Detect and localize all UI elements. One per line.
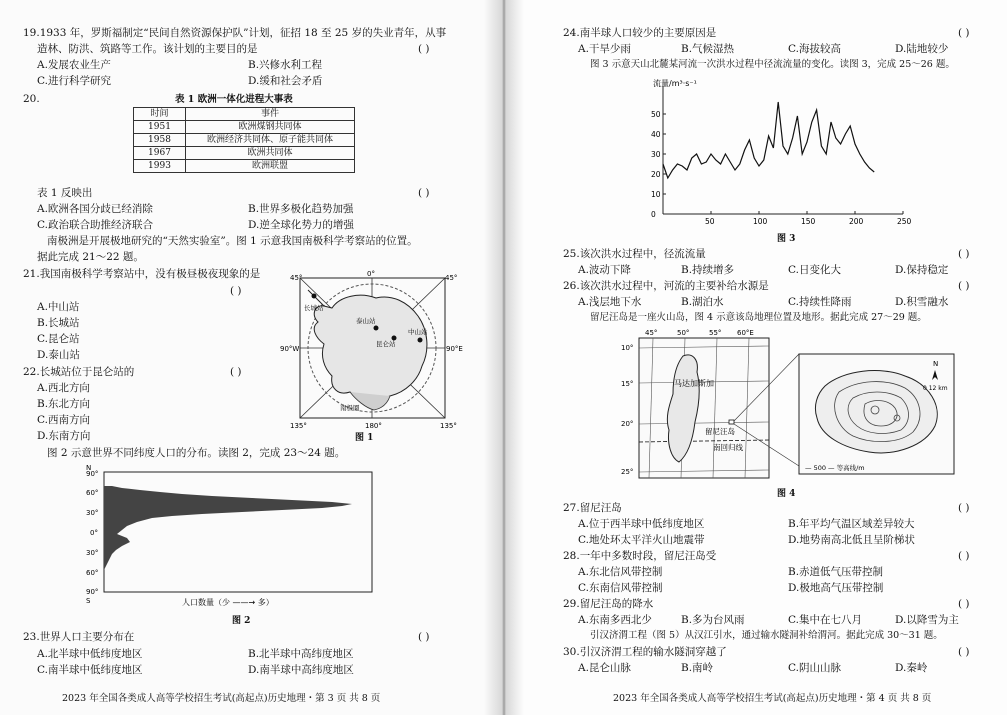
q19-stem-line1: 19.1933 年，罗斯福制定“民间自然资源保护队”计划，征招 18 至 25 岁的失业青年，从事 <box>23 27 447 39</box>
page3-footer: 2023 年全国各类成人高等学校招生考试(高起点)历史地理・第 3 页 共 8 页 <box>62 693 381 704</box>
table-row <box>134 121 355 134</box>
q22-stem: 22.长城站位于昆仑站的 <box>23 366 135 378</box>
q23-option-d: D.南半球中高纬度地区 <box>248 664 354 676</box>
fig3-y-tick-label: 10 <box>651 190 661 199</box>
table-row <box>134 160 355 173</box>
q25-answer-paren: ( ) <box>958 248 970 260</box>
q19-answer-paren: ( ) <box>418 43 430 55</box>
intro-21-line1: 南极洲是开展极地研究的“天然实验室”。图 1 示意我国南极科学考察站的位置。 <box>47 235 418 247</box>
intro-25: 图 3 示意天山北麓某河流一次洪水过程中径流流量的变化。读图 3，完成 25～26 题。 <box>590 59 955 70</box>
table-cell-event: 欧洲共同体 <box>186 147 355 160</box>
fig4-lon-55: 55° <box>709 329 722 337</box>
fig4-madagascar-text: 马达加斯加 <box>674 379 714 388</box>
page-right <box>503 0 1007 715</box>
q27-option-c: C.地处环太平洋火山地震带 <box>578 534 705 546</box>
table-cell-event: 欧洲联盟 <box>186 160 355 173</box>
fig4-inset-frame <box>639 338 769 478</box>
q26-option-d: D.积雪融水 <box>895 296 949 308</box>
table-cell-event: 欧洲经济共同体、原子能共同体 <box>186 134 355 147</box>
fig3-caption: 图 3 <box>777 234 796 244</box>
q24-answer-paren: ( ) <box>958 27 970 39</box>
q28-answer-paren: ( ) <box>958 550 970 562</box>
q20-option-c: C.政治联合助推经济联合 <box>37 219 153 231</box>
q29-option-a: A.东南多西北少 <box>578 614 652 626</box>
q24-option-d: D.陆地较少 <box>895 43 949 55</box>
fig4-lon-45: 45° <box>645 329 658 337</box>
fig2-lat-90n: 90° <box>86 470 99 478</box>
fig3-y-tick-label: 20 <box>651 170 661 179</box>
q28-option-c: C.东南信风带控制 <box>578 582 663 594</box>
figure2-population-latitude <box>82 462 382 612</box>
q20-option-b: B.世界多极化趋势加强 <box>248 203 354 215</box>
q30-option-b: B.南岭 <box>681 662 714 674</box>
q21-option-a: A.中山站 <box>37 301 80 313</box>
fig3-y-tick-label: 30 <box>651 150 661 159</box>
fig2-lat-60n: 60° <box>86 489 99 497</box>
q29-option-c: C.集中在七八月 <box>788 614 862 626</box>
figure1-antarctica-map <box>280 268 465 440</box>
fig2-label-s: S <box>86 597 91 605</box>
intro-30: 引汉济渭工程（图 5）从汉江引水，通过输水隧洞补给渭河。据此完成 30～31 题。 <box>590 630 943 641</box>
figure4-reunion-map <box>613 326 963 486</box>
fig1-zhongshan-marker <box>418 338 423 343</box>
q22-option-c: C.西南方向 <box>37 414 90 426</box>
q28-stem: 28.一年中多数时段，留尼汪岛受 <box>563 550 717 562</box>
fig4-lat-10: 10° <box>621 344 634 352</box>
fig3-y-tick-label: 40 <box>651 130 661 139</box>
q27-option-a: A.位于西半球中低纬度地区 <box>578 518 705 530</box>
table-cell-year: 1951 <box>134 121 186 134</box>
fig2-frame <box>104 472 372 592</box>
table-cell-year: 1958 <box>134 134 186 147</box>
fig2-lat-90s: 90° <box>86 588 99 596</box>
q23-option-a: A.北半球中低纬度地区 <box>37 648 143 660</box>
q19-stem-line2: 造林、防洪、筑路等工作。该计划的主要目的是 <box>37 43 258 55</box>
fig2-population-profile <box>104 486 352 570</box>
q27-option-d: D.地势南高北低且呈阶梯状 <box>788 534 915 546</box>
book-gutter <box>484 0 524 715</box>
q20-number: 20. <box>23 93 40 105</box>
q19-option-b: B.兴修水利工程 <box>248 59 323 71</box>
fig4-label-tropic: 南回归线 <box>713 443 743 452</box>
q29-answer-paren: ( ) <box>958 598 970 610</box>
fig3-x-tick-label: 250 <box>897 217 912 226</box>
q25-option-b: B.持续增多 <box>681 264 735 276</box>
fig4-north-label: N <box>933 360 939 368</box>
intro-21-line2: 据此完成 21～22 题。 <box>37 251 144 263</box>
fig2-lat-30s: 30° <box>86 549 99 557</box>
q29-stem: 29.留尼汪岛的降水 <box>563 598 654 610</box>
q30-stem: 30.引汉济渭工程的输水隧洞穿越了 <box>563 646 727 658</box>
q28-option-b: B.赤道低气压带控制 <box>788 566 884 578</box>
q20-answer-paren: ( ) <box>418 187 430 199</box>
q25-stem: 25.该次洪水过程中，径流流量 <box>563 248 706 260</box>
table1 <box>133 107 355 173</box>
fig4-label-reunion: 留尼汪岛 <box>705 427 735 436</box>
q28-option-a: A.东北信风带控制 <box>578 566 663 578</box>
q27-stem: 27.留尼汪岛 <box>563 502 622 514</box>
fig3-y-tick-label: 0 <box>651 210 656 219</box>
q29-option-b: B.多为台风雨 <box>681 614 745 626</box>
fig1-caption: 图 1 <box>355 433 374 443</box>
intro-23: 图 2 示意世界不同纬度人口的分布。读图 2，完成 23～24 题。 <box>47 447 346 459</box>
fig3-x-tick-label: 150 <box>801 217 816 226</box>
q19-option-d: D.缓和社会矛盾 <box>248 75 323 87</box>
q23-stem: 23.世界人口主要分布在 <box>23 631 135 643</box>
q26-option-c: C.持续性降雨 <box>788 296 852 308</box>
fig1-label-90w: 90°W <box>280 345 300 353</box>
q19-option-a: A.发展农业生产 <box>37 59 111 71</box>
q20-option-a: A.欧洲各国分歧已经消除 <box>37 203 153 215</box>
table1-title: 表 1 欧洲一体化进程大事表 <box>175 94 293 105</box>
q26-option-b: B.湖泊水 <box>681 296 724 308</box>
fig2-caption: 图 2 <box>232 616 251 626</box>
fig4-lat-20: 20° <box>621 420 634 428</box>
table-header-time: 时间 <box>134 108 186 121</box>
q24-option-a: A.干旱少雨 <box>578 43 631 55</box>
q30-option-c: C.阴山山脉 <box>788 662 841 674</box>
fig1-label-180: 180° <box>365 422 382 430</box>
fig1-antarctica-landmass <box>314 295 427 399</box>
q29-option-d: D.以降雪为主 <box>895 614 959 626</box>
table-cell-year: 1993 <box>134 160 186 173</box>
q22-answer-paren: ( ) <box>230 366 242 378</box>
q27-answer-paren: ( ) <box>958 502 970 514</box>
fig2-xlabel: 人口数量（少 ——→ 多） <box>182 598 274 607</box>
q26-answer-paren: ( ) <box>958 280 970 292</box>
fig4-lon-60e: 60°E <box>737 329 754 337</box>
q21-option-c: C.昆仑站 <box>37 333 80 345</box>
q21-answer-paren: ( ) <box>230 285 242 297</box>
q25-option-d: D.保持稳定 <box>895 264 949 276</box>
q21-stem: 21.我国南极科学考察站中，没有极昼极夜现象的是 <box>23 268 261 280</box>
fig4-lon-50: 50° <box>677 329 690 337</box>
figure3-discharge-chart <box>633 74 918 234</box>
q23-answer-paren: ( ) <box>418 631 430 643</box>
table-cell-year: 1967 <box>134 147 186 160</box>
fig1-label-0: 0° <box>367 270 375 278</box>
fig2-lat-0: 0° <box>90 529 98 537</box>
q30-answer-paren: ( ) <box>958 646 970 658</box>
fig4-scale: 0 12 km <box>923 385 948 392</box>
q22-option-a: A.西北方向 <box>37 382 90 394</box>
fig1-label-45-tr: 45° <box>445 274 458 282</box>
q30-option-d: D.秦岭 <box>895 662 928 674</box>
intro-27: 留尼汪岛是一座火山岛，图 4 示意该岛地理位置及地形。据此完成 27～29 题。 <box>590 312 927 323</box>
fig1-label-changcheng: 长城站 <box>304 304 324 312</box>
fig3-x-tick-label: 200 <box>849 217 864 226</box>
q26-stem: 26.该次洪水过程中，河流的主要补给水源是 <box>563 280 769 292</box>
fig4-reunion-marker <box>729 420 734 424</box>
fig4-lat-25: 25° <box>621 468 634 476</box>
table-row <box>134 134 355 147</box>
q24-option-c: C.海拔较高 <box>788 43 841 55</box>
fig2-lat-60s: 60° <box>86 569 99 577</box>
q23-option-c: C.南半球中低纬度地区 <box>37 664 143 676</box>
fig1-label-antarctic-circle: 南极圈 <box>340 404 360 412</box>
fig1-changcheng-marker <box>312 294 317 299</box>
fig1-label-taishan: 泰山站 <box>356 317 376 325</box>
q19-option-c: C.进行科学研究 <box>37 75 111 87</box>
table-cell-event: 欧洲煤钢共同体 <box>186 121 355 134</box>
table-header-row <box>134 108 355 121</box>
q23-option-b: B.北半球中高纬度地区 <box>248 648 354 660</box>
fig2-lat-30n: 30° <box>86 509 99 517</box>
q21-option-d: D.泰山站 <box>37 349 80 361</box>
fig1-label-kunlun: 昆仑站 <box>376 340 396 348</box>
fig4-lat-15: 15° <box>621 380 634 388</box>
q21-option-b: B.长城站 <box>37 317 80 329</box>
q28-option-d: D.极地高气压带控制 <box>788 582 884 594</box>
fig3-ylabel: 流量/m³·s⁻¹ <box>653 79 697 88</box>
page-left <box>0 0 503 715</box>
fig3-x-tick-label: 100 <box>753 217 768 226</box>
q22-option-d: D.东南方向 <box>37 430 91 442</box>
q24-option-b: B.气候湿热 <box>681 43 735 55</box>
page4-footer: 2023 年全国各类成人高等学校招生考试(高起点)历史地理・第 4 页 共 8 页 <box>613 693 932 704</box>
fig3-series-line <box>663 102 874 178</box>
q27-option-b: B.年平均气温区域差异较大 <box>788 518 915 530</box>
fig1-label-135-bl: 135° <box>290 422 307 430</box>
q26-option-a: A.浅层地下水 <box>578 296 642 308</box>
fig3-y-tick-label: 50 <box>651 110 661 119</box>
fig1-taishan-marker <box>374 326 379 331</box>
fig4-legend-contour: — 500 — 等高线/m <box>805 464 865 472</box>
table-header-event: 事件 <box>186 108 355 121</box>
fig1-label-90e: 90°E <box>446 345 463 353</box>
fig3-x-tick-label: 50 <box>705 217 715 226</box>
q22-option-b: B.东北方向 <box>37 398 91 410</box>
q24-stem: 24.南半球人口较少的主要原因是 <box>563 27 717 39</box>
fig2-label-n: N <box>86 464 92 472</box>
q20-stem: 表 1 反映出 <box>37 187 93 199</box>
fig4-label-madagascar <box>674 378 714 388</box>
q25-option-a: A.波动下降 <box>578 264 631 276</box>
table-row <box>134 147 355 160</box>
q25-option-c: C.日变化大 <box>788 264 841 276</box>
fig1-label-135-br: 135° <box>440 422 457 430</box>
fig1-label-zhongshan: 中山站 <box>408 328 428 336</box>
q20-option-d: D.逆全球化势力的增强 <box>248 219 354 231</box>
q30-option-a: A.昆仑山脉 <box>578 662 631 674</box>
fig4-caption: 图 4 <box>777 489 796 499</box>
fig1-label-45-tl: 45° <box>290 274 303 282</box>
